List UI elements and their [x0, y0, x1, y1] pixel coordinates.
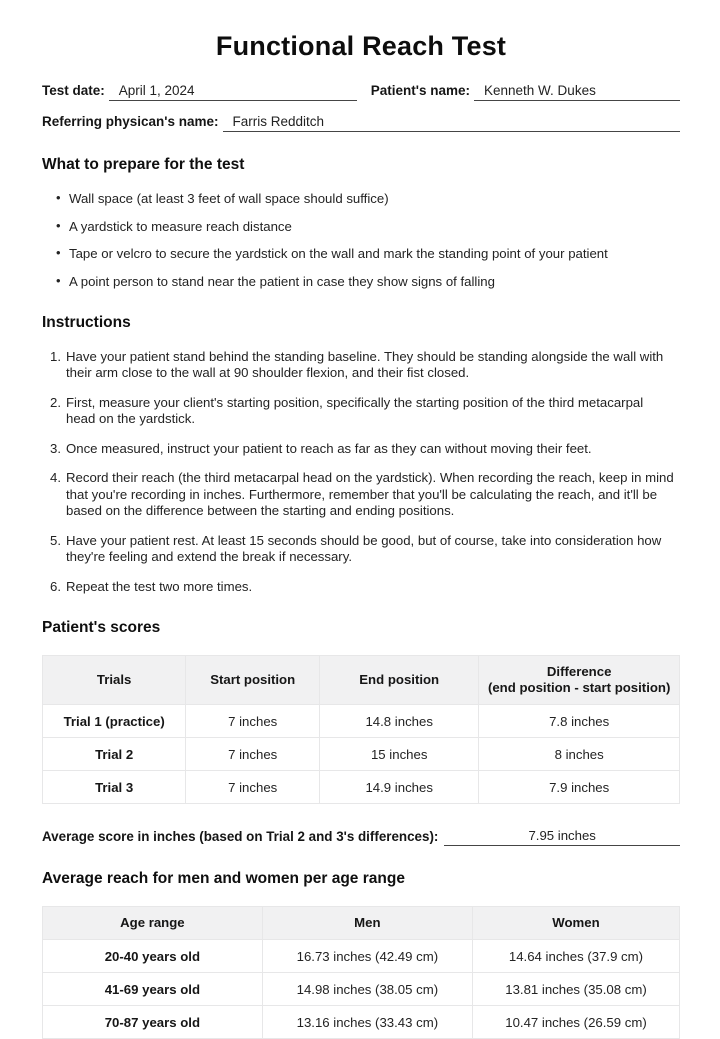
header-fields-row-1 [42, 83, 680, 101]
instruction-item-text: Have your patient stand behind the standing baseline. They should be standing alongside the wall with their arm close to the wall at 90 shoulder flexion, and their fist closed. [66, 348, 664, 380]
test-date-input[interactable] [109, 83, 357, 101]
table-row [43, 940, 680, 973]
referring-physician-label: Referring physican's name: [42, 114, 219, 129]
average-score-value: 7.95 inches [528, 828, 596, 843]
instruction-item [50, 395, 675, 428]
start-position-cell: 7 inches [186, 738, 320, 771]
scores-col-difference [479, 656, 680, 705]
instructions-list [42, 349, 680, 596]
end-position-cell: 14.9 inches [320, 771, 479, 804]
men-value-cell: 16.73 inches (42.49 cm) [262, 940, 472, 973]
table-row [43, 771, 680, 804]
women-value-cell: 13.81 inches (35.08 cm) [472, 973, 679, 1006]
instruction-item [50, 441, 675, 458]
trial-label-cell: Trial 1 (practice) [43, 705, 186, 738]
age-range-cell: 41-69 years old [43, 973, 263, 1006]
difference-cell: 8 inches [479, 738, 680, 771]
prepare-item-text: A yardstick to measure reach distance [69, 218, 292, 234]
instruction-item-text: Record their reach (the third metacarpal head on the yardstick). When recording the reach, keep in mind that you're recording in inches. Furthermore, remember that you'll be calculating the reach, and it'll be based on the difference between the starting and ending positions. [66, 470, 674, 518]
patient-name-label: Patient's name: [370, 83, 471, 98]
scores-col-end: End position [320, 656, 479, 705]
men-value-cell: 13.16 inches (33.43 cm) [262, 1006, 472, 1039]
age-range-cell: 20-40 years old [43, 940, 263, 973]
end-position-cell: 14.8 inches [320, 705, 479, 738]
instruction-item-text: First, measure your client's starting position, specifically the starting position of the third metacarpal head on the yardstick. [66, 394, 644, 426]
instruction-item-text: Repeat the test two more times. [66, 578, 253, 594]
table-row [43, 1006, 680, 1039]
prepare-list-item [56, 274, 680, 290]
patient-name-value: Kenneth W. Dukes [484, 83, 596, 98]
women-value-cell: 10.47 inches (26.59 cm) [472, 1006, 679, 1039]
trial-label-cell: Trial 3 [43, 771, 186, 804]
women-value-cell: 14.64 inches (37.9 cm) [472, 940, 679, 973]
trial-label-cell: Trial 2 [43, 738, 186, 771]
difference-header-line1: Difference [546, 664, 612, 679]
prepare-item-text: A point person to stand near the patient in case they show signs of falling [69, 273, 495, 289]
referring-physician-value: Farris Redditch [232, 114, 325, 129]
end-position-cell: 15 inches [320, 738, 479, 771]
instruction-item [50, 349, 675, 382]
instructions-heading: Instructions [42, 313, 131, 331]
test-date-value: April 1, 2024 [118, 83, 195, 98]
instruction-item [50, 533, 675, 566]
scores-heading: Patient's scores [42, 619, 161, 636]
table-row [43, 705, 680, 738]
scores-col-start: Start position [186, 656, 320, 705]
prepare-list-item [56, 246, 680, 262]
instruction-item [50, 470, 675, 520]
reach-col-men: Men [262, 907, 472, 940]
men-value-cell: 14.98 inches (38.05 cm) [262, 973, 472, 1006]
average-score-row [42, 828, 680, 846]
bullet-icon: • [56, 272, 61, 288]
difference-header-line2: (end position - start position) [487, 680, 671, 695]
bullet-icon: • [56, 190, 61, 205]
prepare-list-item [56, 219, 680, 235]
instruction-item [50, 579, 675, 596]
scores-col-trials: Trials [43, 656, 186, 705]
page-title: Functional Reach Test [215, 31, 507, 61]
reach-table [42, 906, 680, 1039]
test-date-label: Test date: [42, 83, 105, 98]
bullet-icon: • [56, 245, 61, 260]
table-row [43, 973, 680, 1006]
reach-table-header-row [43, 907, 680, 940]
prepare-item-text: Tape or velcro to secure the yardstick on the wall and mark the standing point of your patient [69, 246, 608, 261]
reach-col-age: Age range [43, 907, 263, 940]
patient-name-input[interactable] [474, 83, 680, 101]
referring-physician-input[interactable] [223, 114, 680, 132]
prepare-heading: What to prepare for the test [42, 156, 245, 173]
age-range-cell: 70-87 years old [43, 1006, 263, 1039]
average-score-input[interactable] [444, 828, 680, 846]
start-position-cell: 7 inches [186, 705, 320, 738]
reach-heading: Average reach for men and women per age range [42, 870, 405, 887]
prepare-list-item [56, 191, 680, 207]
reach-col-women: Women [472, 907, 679, 940]
prepare-item-text: Wall space (at least 3 feet of wall space should suffice) [69, 191, 389, 206]
bullet-icon: • [56, 217, 61, 233]
header-fields-row-2 [42, 114, 680, 132]
scores-table-header-row [43, 656, 680, 705]
difference-cell: 7.8 inches [479, 705, 680, 738]
average-score-label: Average score in inches (based on Trial 2 and 3's differences): [42, 829, 439, 844]
instruction-item-text: Once measured, instruct your patient to reach as far as they can without moving their feet. [66, 440, 592, 456]
start-position-cell: 7 inches [186, 771, 320, 804]
difference-cell: 7.9 inches [479, 771, 680, 804]
table-row [43, 738, 680, 771]
scores-table [42, 655, 680, 804]
instruction-item-text: Have your patient rest. At least 15 seconds should be good, but of course, take into consideration how they're feeling and extend the break if necessary. [66, 532, 662, 564]
prepare-list [42, 191, 680, 290]
